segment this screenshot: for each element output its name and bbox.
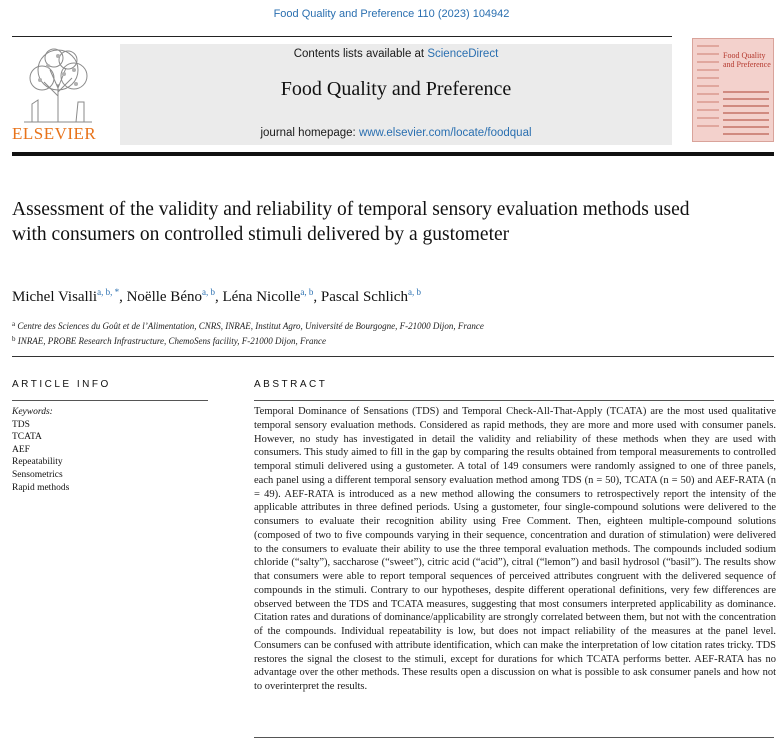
keywords-label: Keywords: <box>12 407 53 417</box>
abstract-text: Temporal Dominance of Sensations (TDS) and Temporal Check-All-That-Apply (TCATA) are the most used qualitative temporal sensory evaluation methods. Considered as rapid methods, they are more and more used with consumer panels. However, no study has investigated in detail the validity and reliability of these methods when they are used with consumers. This study aimed to fill in the gap by comparing the results obtained from temporal measurements to controlled temporal stimuli delivered using a gustometer. A total of 149 consumers were randomly assigned to one of three panels, each panel using a different temporal sensory evaluation method among TDS (n = 50), TCATA (n = 50) and AEF-RATA (n = 49). AEF-RATA is introduced as a new method allowing the consumers to retrospectively report the intensity of the applicable attributes in three defined periods. Using a gustometer, four single-compound solutions were delivered to the consumers to evaluate their recognition ability using Free Comment. Then, eighteen multiple-compound solutions (composed of two to five compounds varying in their sequence, concentration and duration of stimulation) were delivered to the consumers to evaluate their ability to use the three temporal evaluation methods. The compounds included sodium chloride (“salty”), saccharose (“sweet”), citric acid (“acid”), citral (“lemon”) and basil hydrosol (“basil”). The results show that consumers were able to report temporal sequences of perceived attributes congruent with the delivered sequence of compounds in the stimuli. Contrary to our hypotheses, despite different operational definitions, very few differences are observed between the TDS and TCATA measures, suggesting that most consumers interpreted applicability as dominance. Citation rates and durations of dominance/applicability are strongly correlated between them, but not with the concentration of the compounds. Individual repeatability is low, but does not impact reliability of the measures at the panel level. Consumers can be confused with attribute identification, which can make the interpretation of low citation rates tricky. TDS restores the signal the closest to the stimuli, except for durations for which TCATA performs better. AEF-RATA has no advantage over the other methods. These results open a discussion on what is possible to ask consumer panels and how not to overinterpret the results. <box>254 406 776 692</box>
section-divider <box>12 356 774 357</box>
keyword-item: AEF <box>12 444 30 455</box>
header-bottom-rule <box>12 152 774 156</box>
affiliation-mark: b <box>12 335 16 343</box>
keyword-item: Rapid methods <box>12 482 70 493</box>
abstract-bottom-rule <box>254 737 774 738</box>
affiliation-item <box>12 318 772 333</box>
keyword-item: TCATA <box>12 432 42 443</box>
cover-side-decoration <box>697 45 719 137</box>
elsevier-logo[interactable] <box>12 44 104 144</box>
publisher-name: ELSEVIER <box>12 124 97 143</box>
affiliation-text: INRAE, PROBE Research Infrastructure, ChemoSens facility, F-21000 Dijon, France <box>17 336 327 346</box>
author-name[interactable]: Noëlle Béno <box>126 289 202 305</box>
cover-title: Food Quality and Preference <box>723 51 771 69</box>
affiliations <box>12 318 772 348</box>
affiliation-item <box>12 333 772 348</box>
keyword-item: TDS <box>12 419 30 430</box>
journal-reference[interactable]: Food Quality and Preference 110 (2023) 104942 <box>273 8 510 20</box>
keyword-item: Repeatability <box>12 457 63 468</box>
header-top-rule <box>12 36 672 37</box>
author-separator: , <box>214 289 223 305</box>
author-affiliation-mark[interactable]: a, b, * <box>97 287 120 297</box>
affiliation-mark: a <box>12 320 16 328</box>
cover-text-lines <box>723 91 769 140</box>
author-name[interactable]: Michel Visalli <box>12 289 98 305</box>
author-affiliation-mark[interactable]: a, b <box>201 287 215 297</box>
journal-cover-thumbnail[interactable] <box>692 38 774 142</box>
article-info-rule <box>12 400 208 401</box>
article-info-heading: ARTICLE INFO <box>12 379 111 390</box>
journal-header-panel <box>120 44 672 145</box>
author-separator: , <box>119 289 127 305</box>
keyword-item: Sensometrics <box>12 469 63 480</box>
author-affiliation-mark[interactable]: a, b <box>300 287 314 297</box>
author-list <box>12 287 772 306</box>
homepage-prefix: journal homepage: <box>260 127 359 139</box>
abstract-heading: ABSTRACT <box>254 379 328 390</box>
sciencedirect-link[interactable]: ScienceDirect <box>427 48 499 60</box>
author-name[interactable]: Pascal Schlich <box>320 289 408 305</box>
journal-name: Food Quality and Preference <box>280 78 512 100</box>
homepage-line <box>120 127 672 139</box>
elsevier-tree-icon <box>14 44 102 124</box>
affiliation-text: Centre des Sciences du Goût et de l’Alimentation, CNRS, INRAE, Institut Agro, Université de Bourgogne, F-21000 Dijon, France <box>17 321 484 331</box>
journal-homepage-link[interactable]: www.elsevier.com/locate/foodqual <box>358 127 532 139</box>
keywords-block <box>12 406 208 494</box>
article-title: Assessment of the validity and reliability of temporal sensory evaluation methods used with consumers on controlled stimuli delivered by a gustometer <box>12 199 690 245</box>
contents-line <box>120 48 672 60</box>
author-affiliation-mark[interactable]: a, b <box>407 287 421 297</box>
author-separator: , <box>313 289 321 305</box>
author-name[interactable]: Léna Nicolle <box>222 289 301 305</box>
contents-prefix: Contents lists available at <box>293 48 428 60</box>
abstract-rule <box>254 400 774 401</box>
